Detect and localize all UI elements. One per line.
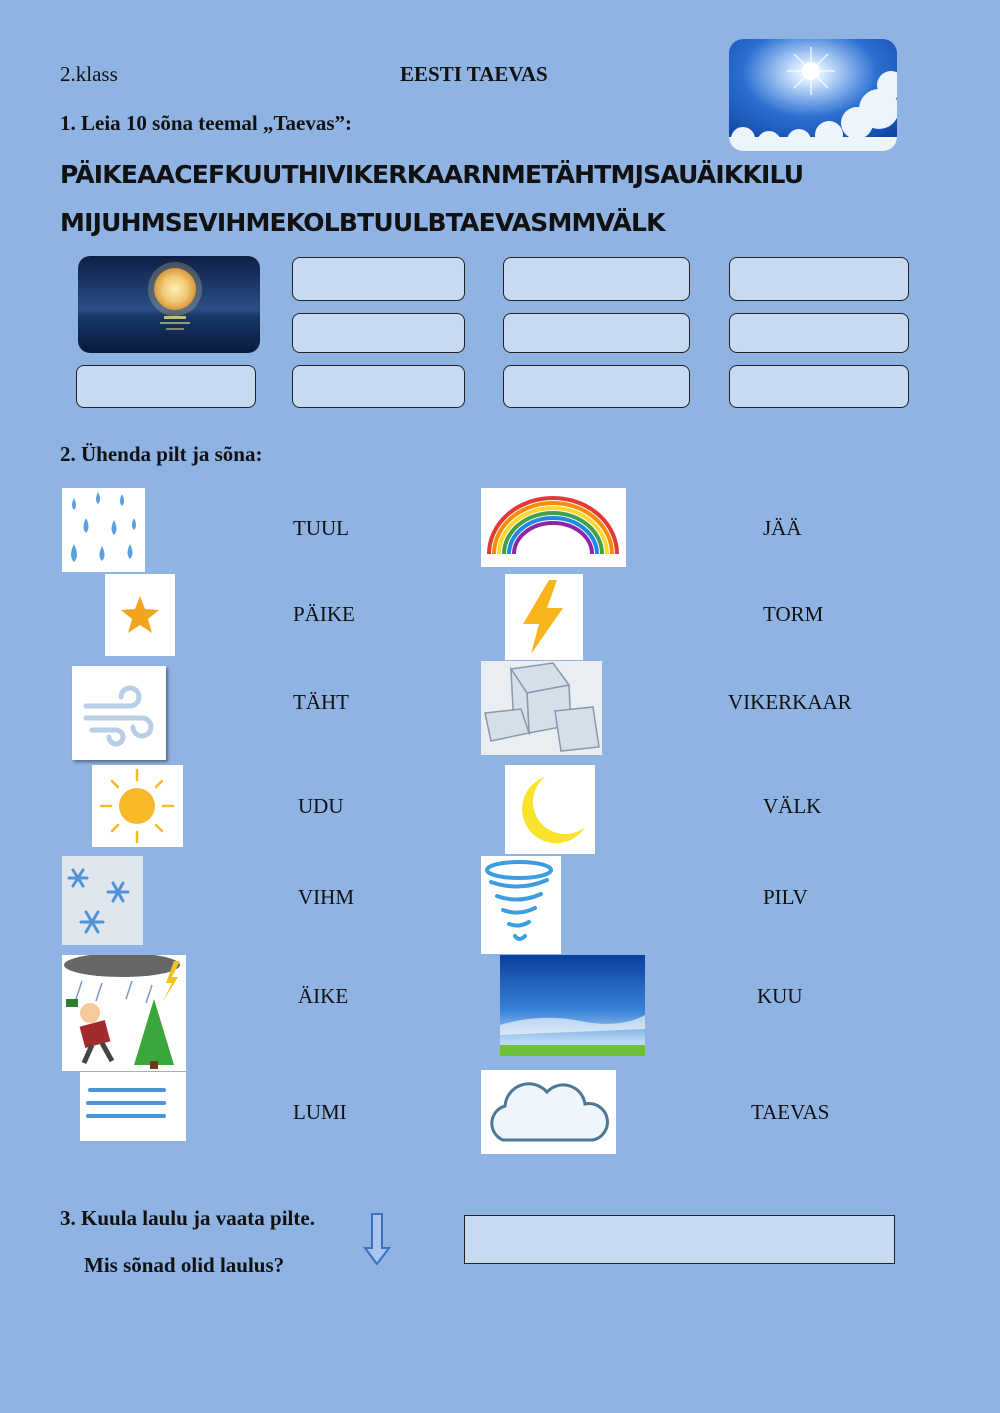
fog-picture[interactable] [80,1072,186,1141]
task1-heading: 1. Leia 10 sõna teemal „Taevas”: [60,111,353,135]
snowflakes-picture[interactable] [62,856,143,945]
right-word-1[interactable]: JÄÄ [763,516,802,540]
rain-drops-picture[interactable] [62,488,145,572]
grade-label: 2.klass [60,62,118,86]
page-title: EESTI TAEVAS [400,62,548,86]
word-puzzle-line-1[interactable]: PÄIKEAACEFKUUTHIVIKERKAARNMETÄHTMJSAUÄIKKILU [60,160,804,189]
left-word-3[interactable]: TÄHT [293,690,349,714]
answer-box-5[interactable] [503,313,690,353]
right-word-6[interactable]: KUU [757,984,803,1008]
right-word-4[interactable]: VÄLK [763,794,822,818]
right-word-3[interactable]: VIKERKAAR [728,690,852,714]
tornado-picture[interactable] [481,856,561,954]
task3-heading: 3. Kuula laulu ja vaata pilte. [60,1206,315,1230]
left-word-4[interactable]: UDU [298,794,344,818]
star-picture[interactable] [105,574,175,656]
left-word-7[interactable]: LUMI [293,1100,347,1124]
answer-box-6[interactable] [729,313,909,353]
ice-cubes-picture[interactable] [481,661,602,755]
wind-picture[interactable] [72,666,166,760]
sun-picture[interactable] [92,765,183,847]
crescent-moon-picture[interactable] [505,765,595,854]
rainbow-picture[interactable] [481,488,626,567]
answer-box-1[interactable] [292,257,465,301]
answer-box-2[interactable] [503,257,690,301]
left-word-1[interactable]: TUUL [293,516,349,540]
task3-subheading: Mis sõnad olid laulus? [84,1253,285,1277]
left-word-2[interactable]: PÄIKE [293,602,355,626]
answer-box-10[interactable] [729,365,909,408]
right-word-2[interactable]: TORM [763,602,824,626]
cloud-picture[interactable] [481,1070,616,1154]
answer-box-7[interactable] [76,365,256,408]
thunderstorm-picture[interactable] [62,955,186,1071]
blue-sky-picture[interactable] [500,955,645,1056]
lightning-picture[interactable] [505,574,583,660]
left-word-5[interactable]: VIHM [298,885,354,909]
right-word-7[interactable]: TAEVAS [751,1100,830,1124]
answer-box-8[interactable] [292,365,465,408]
song-words-input[interactable] [464,1215,895,1264]
moon-over-sea-picture [78,256,260,353]
right-word-5[interactable]: PILV [763,885,808,909]
answer-box-3[interactable] [729,257,909,301]
left-word-6[interactable]: ÄIKE [298,984,349,1008]
answer-box-9[interactable] [503,365,690,408]
down-arrow-icon [363,1212,391,1266]
word-puzzle-line-2[interactable]: MIJUHMSEVIHMEKOLBTUULBTAEVASMMVÄLK [60,208,665,237]
task2-heading: 2. Ühenda pilt ja sõna: [60,442,263,466]
sky-sun-picture [729,39,897,151]
answer-box-4[interactable] [292,313,465,353]
